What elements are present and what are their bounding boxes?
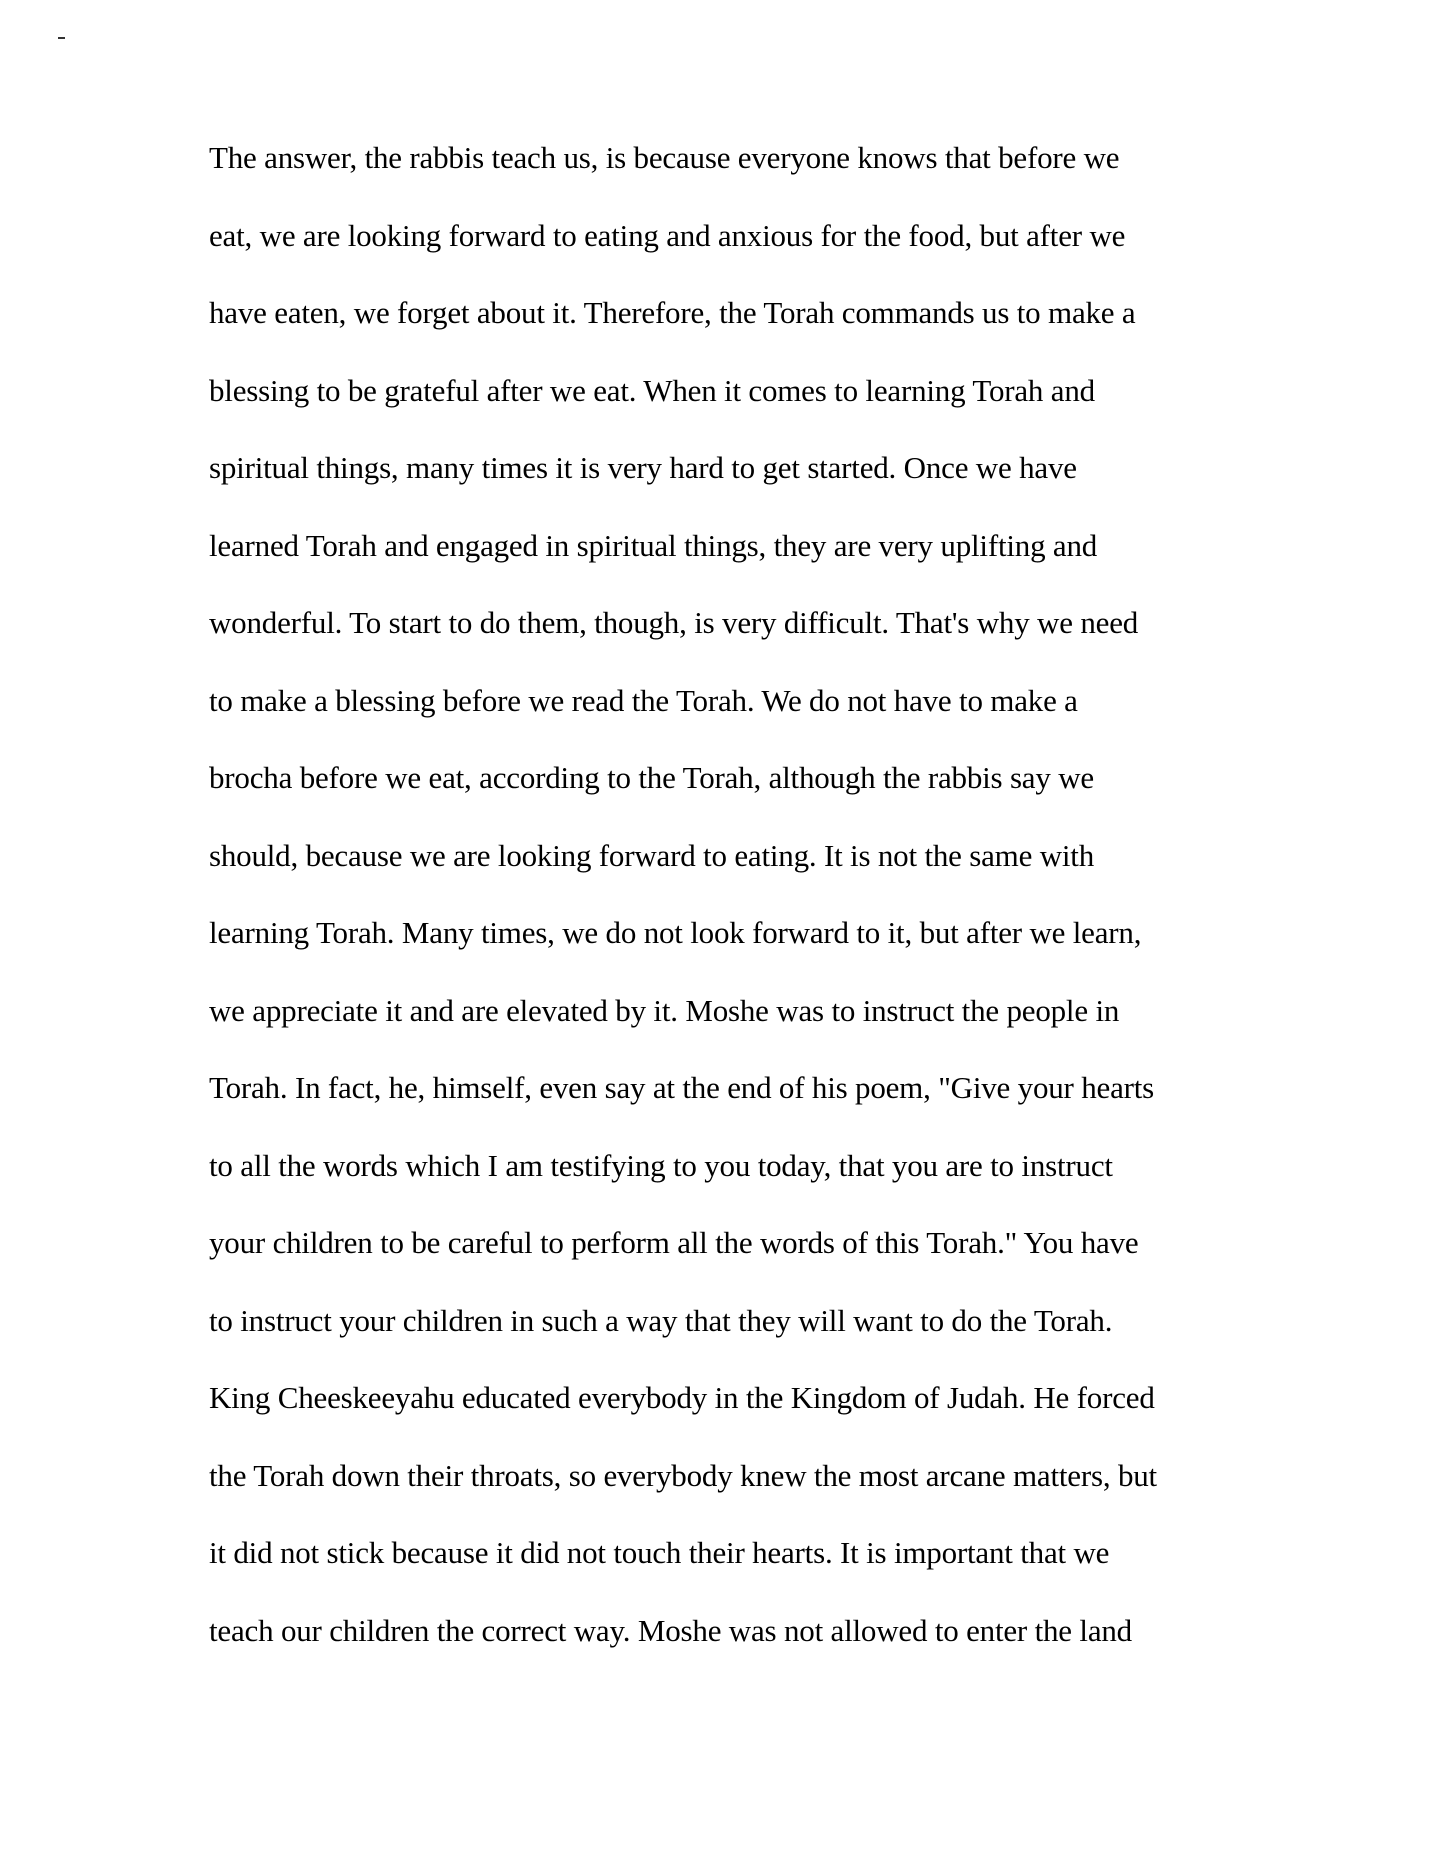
- text-line-11: learning Torah. Many times, we do not look forward to it, but after we learn,: [209, 915, 1142, 950]
- text-line-18: the Torah down their throats, so everybody knew the most arcane matters, but: [209, 1457, 1157, 1493]
- text-line-3: have eaten, we forget about it. Therefore, the Torah commands us to make a: [209, 295, 1136, 330]
- body-text: [209, 138, 1249, 1688]
- text-line-16: to instruct your children in such a way that they will want to do the Torah.: [209, 1302, 1113, 1338]
- text-line-6: learned Torah and engaged in spiritual things, they are very uplifting and: [209, 527, 1098, 563]
- text-line-8: to make a blessing before we read the Torah. We do not have to make a: [209, 682, 1078, 718]
- text-line-12: we appreciate it and are elevated by it. Moshe was to instruct the people in: [209, 992, 1120, 1028]
- text-line-20: teach our children the correct way. Moshe was not allowed to enter the land: [209, 1612, 1132, 1648]
- scan-mark: [58, 37, 65, 39]
- text-line-1: The answer, the rabbis teach us, is because everyone knows that before we: [209, 140, 1120, 175]
- text-line-15: your children to be careful to perform all the words of this Torah." You have: [209, 1225, 1139, 1260]
- text-line-13: Torah. In fact, he, himself, even say at the end of his poem, "Give your hearts: [209, 1070, 1155, 1105]
- text-line-9: brocha before we eat, according to the Torah, although the rabbis say we: [209, 760, 1094, 795]
- text-line-17: King Cheeskeeyahu educated everybody in the Kingdom of Judah. He forced: [209, 1380, 1155, 1415]
- text-line-19: it did not stick because it did not touch their hearts. It is important that we: [209, 1535, 1110, 1570]
- text-line-4: blessing to be grateful after we eat. When it comes to learning Torah and: [209, 372, 1095, 408]
- text-line-14: to all the words which I am testifying to you today, that you are to instruct: [209, 1147, 1113, 1183]
- text-line-2: eat, we are looking forward to eating and anxious for the food, but after we: [209, 217, 1126, 253]
- text-line-10: should, because we are looking forward to eating. It is not the same with: [209, 837, 1095, 873]
- text-line-7: wonderful. To start to do them, though, is very difficult. That's why we need: [209, 605, 1139, 640]
- text-line-5: spiritual things, many times it is very hard to get started. Once we have: [209, 450, 1077, 485]
